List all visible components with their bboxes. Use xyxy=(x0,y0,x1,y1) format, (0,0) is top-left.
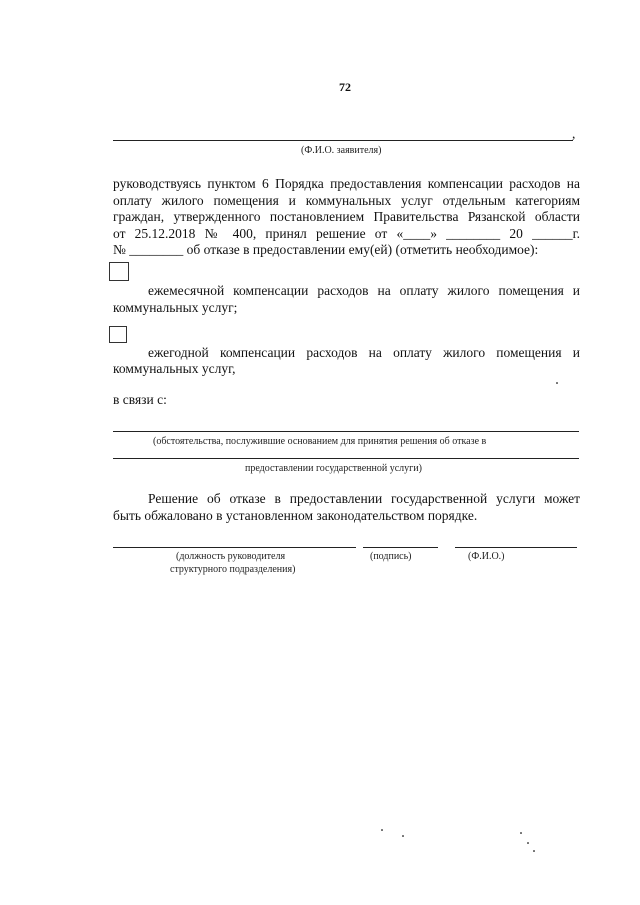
intro-line-4: от 25.12.2018 № 400, принял решение от «____» ________ 20 ______г. xyxy=(113,226,580,241)
reason-caption-2: предоставлении государственной услуги) xyxy=(245,463,422,474)
reason-line-2 xyxy=(113,458,579,459)
option-monthly-line-1: ежемесячной компенсации расходов на оплату жилого помещения и xyxy=(148,283,580,298)
appeal-line-2: быть обжаловано в установленном законодательством порядке. xyxy=(113,508,478,523)
applicant-line-comma: , xyxy=(572,126,576,141)
applicant-name-line xyxy=(113,140,573,141)
scan-speck xyxy=(527,842,529,844)
reason-line-1 xyxy=(113,431,579,432)
intro-line-5: № ________ об отказе в предоставлении ему(ей) (отметить необходимое): xyxy=(113,242,539,257)
option-annual-line-2: коммунальных услуг, xyxy=(113,361,236,376)
sign-caption: (подпись) xyxy=(370,551,412,562)
monthly-compensation-checkbox[interactable] xyxy=(109,262,129,281)
intro-line-3: граждан, утвержденного постановлением Правительства Рязанской области xyxy=(113,209,580,224)
scan-speck xyxy=(402,835,404,837)
option-monthly-line-2: коммунальных услуг; xyxy=(113,300,238,315)
sign-signature-line xyxy=(363,547,438,548)
appeal-line-1: Решение об отказе в предоставлении государственной услуги может xyxy=(148,491,580,506)
intro-line-1: руководствуясь пунктом 6 Порядка предоставления компенсации расходов на xyxy=(113,176,580,191)
reason-caption-1: (обстоятельства, послужившие основанием для принятия решения об отказе в xyxy=(153,436,487,447)
scan-speck xyxy=(556,382,558,384)
applicant-caption: (Ф.И.О. заявителя) xyxy=(301,145,382,156)
option-annual-line-1: ежегодной компенсации расходов на оплату жилого помещения и xyxy=(148,345,580,360)
scan-speck xyxy=(381,829,383,831)
reason-label: в связи с: xyxy=(113,392,167,407)
page-number: 72 xyxy=(339,80,351,94)
name-signature-line xyxy=(455,547,577,548)
position-signature-line xyxy=(113,547,356,548)
intro-line-2: оплату жилого помещения и коммунальных услуг отдельным категориям xyxy=(113,193,580,208)
scan-speck xyxy=(520,832,522,834)
scan-speck xyxy=(533,850,535,852)
name-caption: (Ф.И.О.) xyxy=(468,551,505,562)
annual-compensation-checkbox[interactable] xyxy=(109,326,127,343)
position-caption-2: структурного подразделения) xyxy=(170,564,296,575)
position-caption-1: (должность руководителя xyxy=(176,551,286,562)
